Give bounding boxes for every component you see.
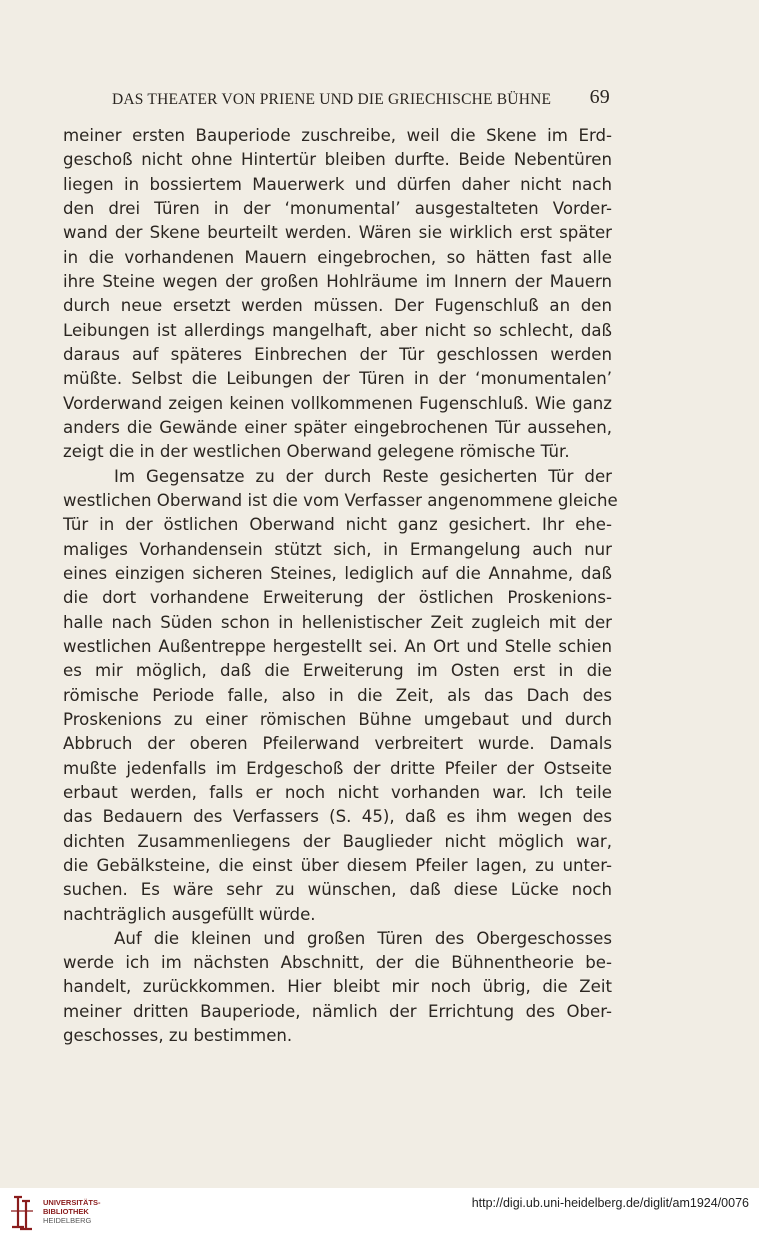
library-name-line: BIBLIOTHEK bbox=[43, 1207, 89, 1216]
text-line: suchen. Es wäre sehr zu wünschen, daß diese Lücke noch bbox=[63, 880, 612, 900]
ub-heidelberg-logo-icon bbox=[8, 1193, 36, 1233]
text-line: in die vorhandenen Mauern eingebrochen, so hätten fast alle bbox=[63, 247, 612, 267]
text-line: westlichen Außentreppe hergestellt sei. An Ort und Stelle schien bbox=[63, 636, 612, 656]
text-line: Leibungen ist allerdings mangelhaft, aber nicht so schlecht, daß bbox=[63, 320, 612, 340]
text-line: den drei Türen in der ‘monumental’ ausgestalteten Vorder- bbox=[63, 198, 612, 218]
library-name-line: UNIVERSITÄTS- bbox=[43, 1198, 101, 1207]
page-number: 69 bbox=[589, 86, 610, 108]
text-line: liegen in bossiertem Mauerwerk und dürfen daher nicht nach bbox=[63, 174, 612, 194]
text-line: Abbruch der oberen Pfeilerwand verbreitert wurde. Damals bbox=[63, 734, 612, 754]
text-line: anders die Gewände einer später eingebrochenen Tür aussehen, bbox=[63, 417, 612, 437]
text-line: eines einzigen sicheren Steines, lediglich auf die Annahme, daß bbox=[63, 563, 612, 583]
running-head bbox=[112, 88, 612, 112]
text-line: Tür in der östlichen Oberwand nicht ganz gesichert. Ihr ehe- bbox=[63, 515, 612, 535]
text-line: maliges Vorhandensein stützt sich, in Ermangelung auch nur bbox=[63, 539, 612, 559]
text-line: handelt, zurückkommen. Hier bleibt mir noch übrig, die Zeit bbox=[63, 977, 612, 997]
text-line: es mir möglich, daß die Erweiterung im Osten erst in die bbox=[63, 661, 612, 681]
paragraph-start-line: Auf die kleinen und großen Türen des Obergeschosses bbox=[114, 928, 612, 948]
text-line: das Bedauern des Verfassers (S. 45), daß es ihm wegen des bbox=[63, 807, 612, 827]
text-line: mußte jedenfalls im Erdgeschoß der dritte Pfeiler der Ostseite bbox=[63, 758, 612, 778]
text-line: daraus auf späteres Einbrechen der Tür geschlossen werden bbox=[63, 344, 612, 364]
text-line: geschosses, zu bestimmen. bbox=[63, 1026, 293, 1046]
text-line: die dort vorhandene Erweiterung der östlichen Proskenions- bbox=[63, 588, 612, 608]
library-name bbox=[43, 1198, 101, 1225]
text-line: meiner dritten Bauperiode, nämlich der Errichtung des Ober- bbox=[63, 1001, 612, 1021]
text-line: dichten Zusammenliegens der Bauglieder nicht möglich war, bbox=[63, 831, 612, 851]
paragraph-start-line: Im Gegensatze zu der durch Reste gesicherten Tür der bbox=[114, 466, 612, 486]
running-title: DAS THEATER VON PRIENE UND DIE GRIECHISCHE BÜHNE bbox=[112, 91, 552, 108]
text-line: meiner ersten Bauperiode zuschreibe, weil die Skene im Erd- bbox=[63, 126, 612, 145]
text-line: nachträglich ausgefüllt würde. bbox=[63, 904, 316, 924]
body-text bbox=[63, 124, 618, 1048]
text-line: halle nach Süden schon in hellenistischer Zeit zugleich mit der bbox=[63, 612, 612, 632]
text-line: westlichen Oberwand ist die vom Verfasser angenommene gleiche bbox=[63, 490, 618, 510]
source-url-link[interactable]: http://digi.ub.uni-heidelberg.de/diglit/am1924/0076 bbox=[471, 1196, 749, 1210]
text-line: die Gebälksteine, die einst über diesem Pfeiler lagen, zu unter- bbox=[63, 855, 612, 875]
text-line: römische Periode falle, also in die Zeit, als das Dach des bbox=[63, 685, 612, 705]
text-line: müßte. Selbst die Leibungen der Türen in der ‘monumentalen’ bbox=[63, 369, 612, 389]
text-line: zeigt die in der westlichen Oberwand gelegene römische Tür. bbox=[63, 442, 570, 462]
text-line: wand der Skene beurteilt werden. Wären sie wirklich erst später bbox=[63, 223, 612, 243]
text-line: geschoß nicht ohne Hintertür bleiben durfte. Beide Nebentüren bbox=[63, 150, 612, 170]
text-line: durch neue ersetzt werden müssen. Der Fugenschluß an den bbox=[63, 296, 612, 316]
text-line: erbaut werden, falls er noch nicht vorhanden war. Ich teile bbox=[63, 782, 612, 802]
text-line: ihre Steine wegen der großen Hohlräume im Innern der Mauern bbox=[63, 271, 612, 291]
text-line: werde ich im nächsten Abschnitt, der die Bühnentheorie be- bbox=[63, 953, 612, 973]
library-name-line: HEIDELBERG bbox=[43, 1216, 92, 1225]
text-line: Proskenions zu einer römischen Bühne umgebaut und durch bbox=[63, 709, 612, 729]
text-line: Vorderwand zeigen keinen vollkommenen Fugenschluß. Wie ganz bbox=[63, 393, 612, 413]
